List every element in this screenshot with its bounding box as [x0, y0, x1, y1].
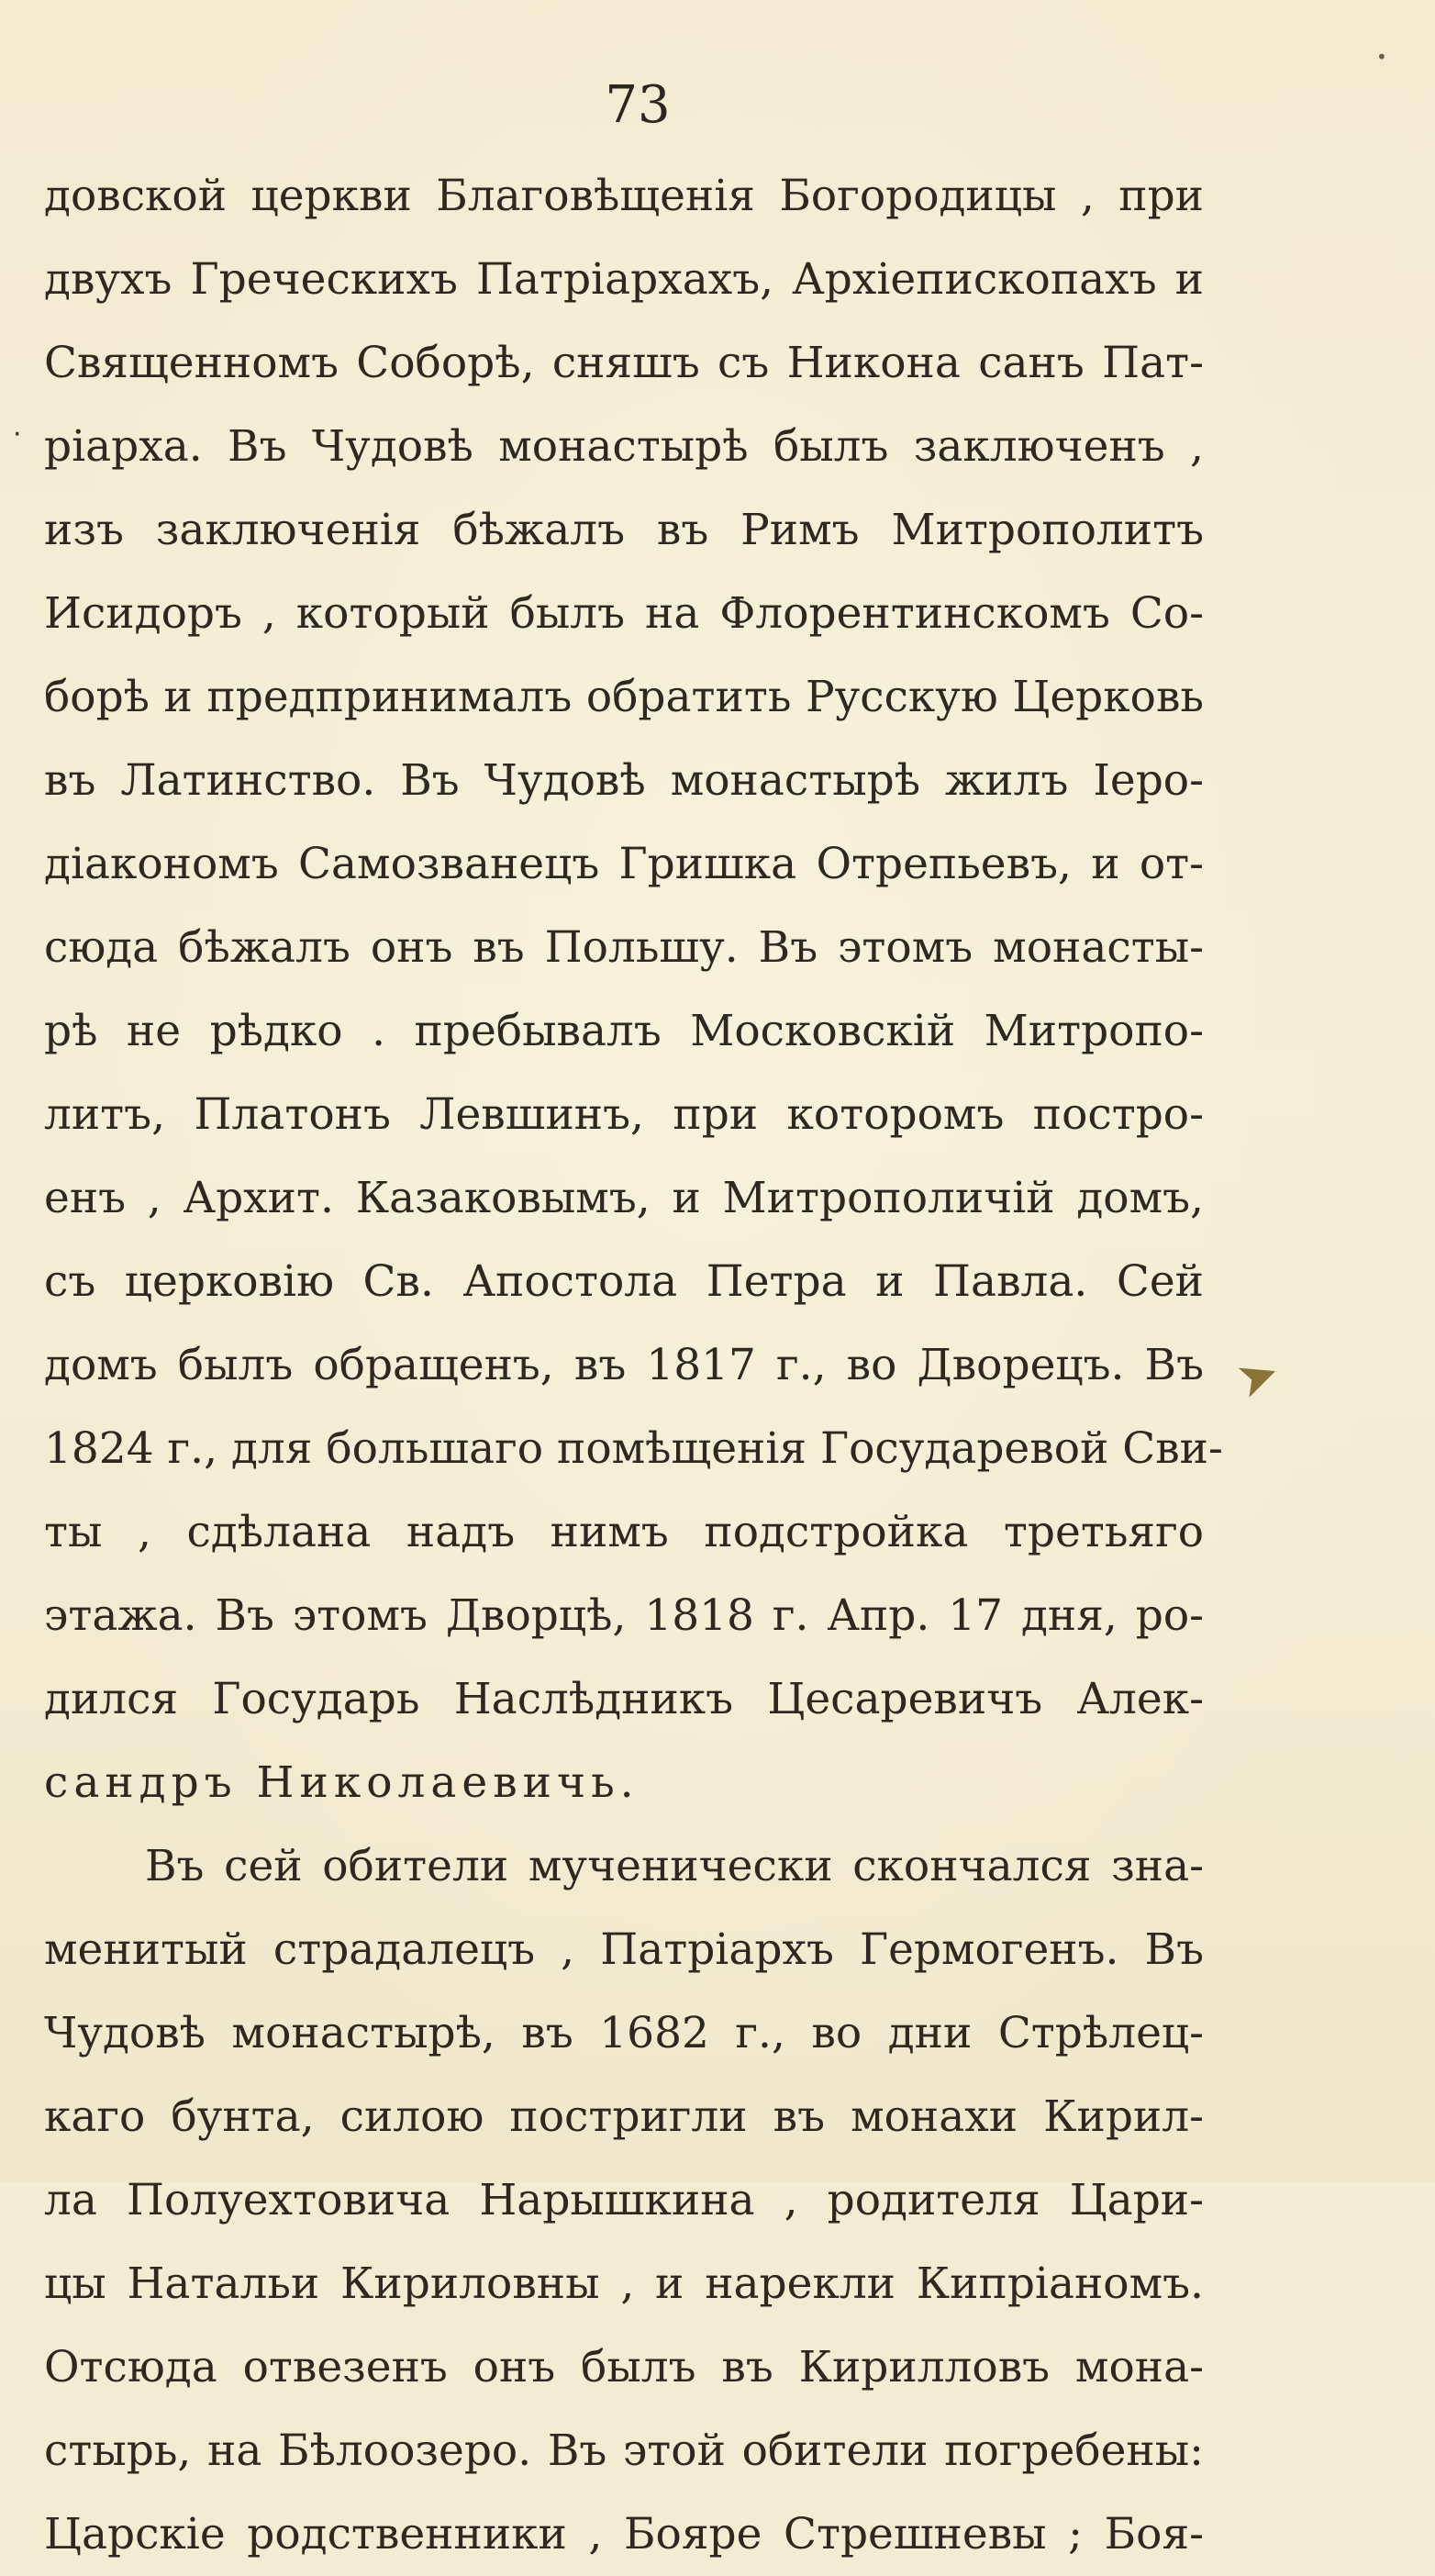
text-line: ла Полуехтовича Нарышкина , родителя Цари-: [44, 2175, 1204, 2225]
text-line: енъ , Архит. Казаковымъ, и Митрополичій домъ,: [44, 1173, 1204, 1223]
margin-pencil-mark: ➤: [1228, 1342, 1287, 1411]
paper-speck: •: [1376, 46, 1387, 68]
page-number: 73: [605, 75, 671, 135]
text-line: дился Государь Наслѣдникъ Цесаревичъ Алек-: [44, 1674, 1204, 1724]
margin-dot: ·: [13, 418, 22, 451]
text-line: Священномъ Соборѣ, сняшъ съ Никона санъ Пат-: [44, 338, 1204, 388]
text-line: стырь, на Бѣлоозеро. Въ этой обители погребены:: [44, 2425, 1204, 2476]
text-line: Царскіе родственники , Бояре Стрешневы ; Боя-: [44, 2509, 1204, 2559]
text-line: цы Натальи Кириловны , и нарекли Кипріаномъ.: [44, 2258, 1204, 2309]
text-line: изъ заключенія бѣжалъ въ Римъ Митрополитъ: [44, 505, 1204, 555]
text-line: борѣ и предпринималъ обратить Русскую Церковь: [44, 672, 1204, 722]
text-line: двухъ Греческихъ Патріархахъ, Архіепископахъ и: [44, 254, 1204, 305]
text-line: 1824 г., для большаго помѣщенія Государевой Сви-: [44, 1423, 1223, 1474]
text-line: этажа. Въ этомъ Дворцѣ, 1818 г. Апр. 17 дня, ро-: [44, 1590, 1204, 1641]
text-line: домъ былъ обращенъ, въ 1817 г., во Дворецъ. Въ: [44, 1340, 1204, 1390]
text-line: сюда бѣжалъ онъ въ Польшу. Въ этомъ монасты-: [44, 922, 1204, 973]
text-line: съ церковію Св. Апостола Петра и Павла. Сей: [44, 1256, 1204, 1307]
text-line: довской церкви Благовѣщенія Богородицы , при: [44, 171, 1204, 221]
paragraph-start-line: Въ сей обители мученически скончался зна-: [145, 1841, 1204, 1891]
text-line: Отсюда отвезенъ онъ былъ въ Кирилловъ мона-: [44, 2342, 1204, 2392]
text-line: менитый страдалецъ , Патріархъ Гермогенъ. Въ: [44, 1924, 1204, 1975]
paragraph-end-line: сандръ Николаевичь.: [44, 1757, 640, 1808]
text-line: ты , сдѣлана надъ нимъ подстройка третьяго: [44, 1507, 1204, 1557]
text-line: діакономъ Самозванецъ Гришка Отрепьевъ, и от-: [44, 839, 1204, 889]
text-line: Чудовѣ монастырѣ, въ 1682 г., во дни Стрѣлец-: [44, 2008, 1204, 2058]
text-line: ріарха. Въ Чудовѣ монастырѣ былъ заключенъ ,: [44, 421, 1204, 472]
text-line: Исидоръ , который былъ на Флорентинскомъ Со-: [44, 588, 1204, 639]
body-text: [44, 154, 1223, 2576]
text-line: каго бунта, силою постригли въ монахи Кирил-: [44, 2091, 1204, 2142]
text-line: рѣ не рѣдко . пребывалъ Московскій Митропо-: [44, 1006, 1204, 1056]
text-line: въ Латинство. Въ Чудовѣ монастырѣ жилъ Іеро-: [44, 755, 1204, 806]
text-line: литъ, Платонъ Левшинъ, при которомъ постро-: [44, 1089, 1204, 1140]
